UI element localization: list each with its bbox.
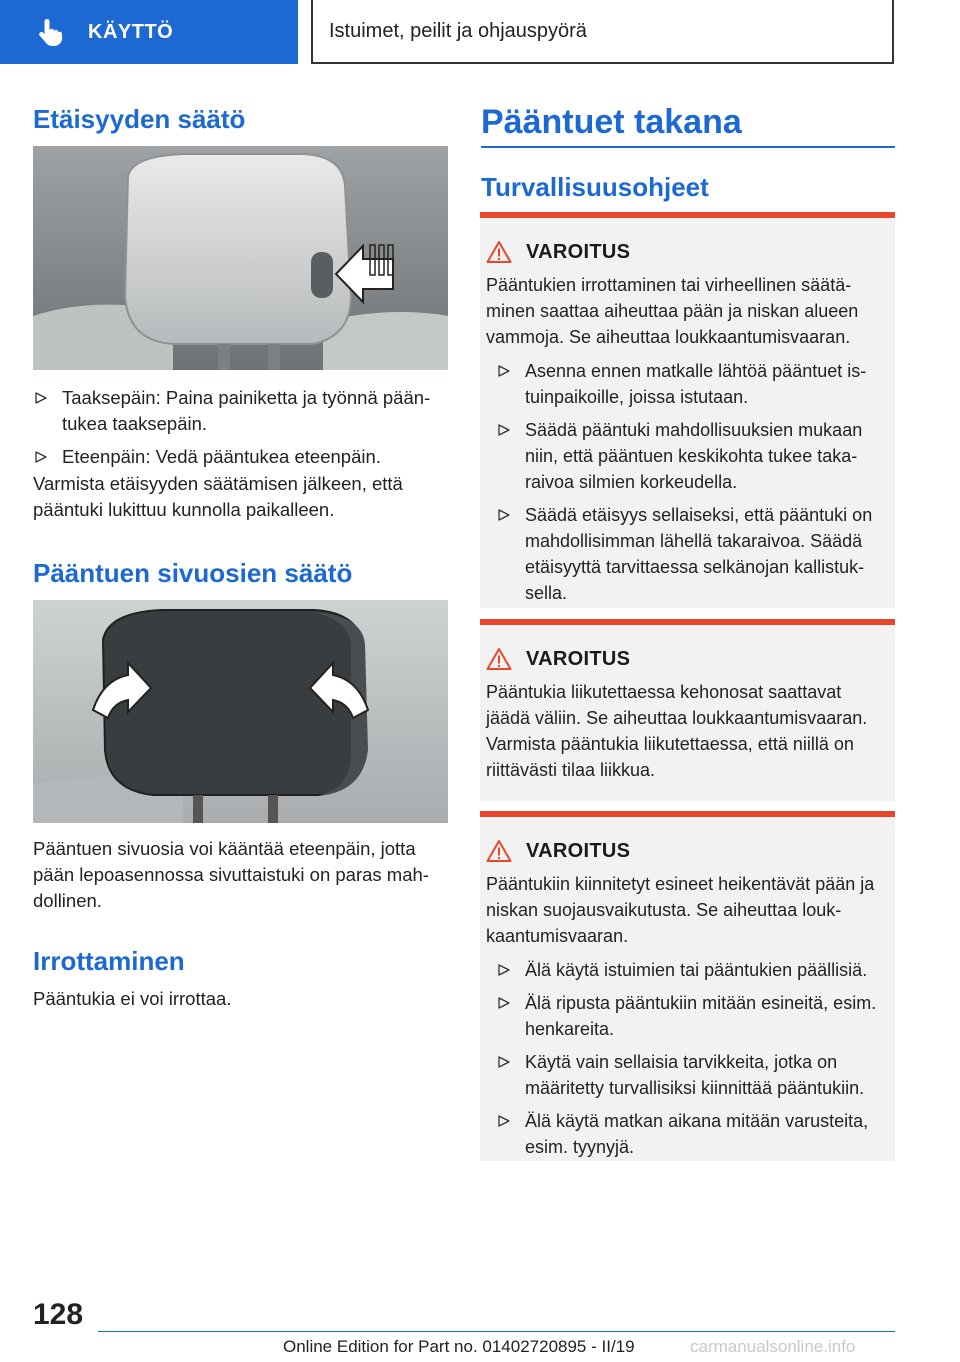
subtitle: Turvallisuusohjeet: [481, 172, 709, 202]
headrest-distance-image: [33, 146, 448, 370]
triangle-bullet-icon: [35, 451, 47, 463]
chapter-header: [311, 0, 894, 64]
chapter-title: Istuimet, peilit ja ohjauspyörä: [329, 19, 587, 42]
warning-text: Pääntukien irrottaminen tai virheellinen säätäminen saattaa aiheuttaa pään ja niskan alueen vammoja. Se aiheuttaa loukkaantumisvaaran.: [486, 275, 859, 347]
section-label: KÄYTTÖ: [88, 20, 174, 43]
list-item: Älä käytä matkan aikana mitään varusteita, esim. tyynyjä.: [496, 1108, 885, 1160]
footer-rule: [98, 1331, 895, 1332]
distance-note: Varmista etäisyyden säätämisen jälkeen, että pääntuki lukittuu kunnolla paikalleen.: [33, 473, 403, 520]
warning-bullets: [496, 358, 885, 606]
triangle-bullet-icon: [498, 1115, 510, 1127]
list-item: Taaksepäin: Paina painiketta ja työnnä pääntukea taaksepäin.: [33, 385, 448, 437]
footer-edition: Online Edition for Part no. 01402720895 - II/19: [283, 1337, 635, 1356]
list-item: Asenna ennen matkalle lähtöä pääntuet istuinpaikoille, joissa istutaan.: [496, 358, 885, 410]
main-title: Pääntuet takana: [481, 103, 742, 141]
warning-box-3: [480, 811, 895, 1161]
triangle-bullet-icon: [498, 365, 510, 377]
warning-bullets: [496, 957, 885, 1160]
warning-text: Pääntukiin kiinnitetyt esineet heikentävät pään ja niskan suojausvaikutusta. Se aiheuttaa loukkaantumisvaaran.: [486, 874, 875, 946]
list-item: Älä käytä istuimien tai pääntukien päällisiä.: [496, 957, 885, 983]
page-number: 128: [33, 1298, 84, 1331]
warning-triangle-icon: [486, 647, 512, 671]
triangle-bullet-icon: [498, 964, 510, 976]
warning-triangle-icon: [486, 240, 512, 264]
distance-bullets: [33, 385, 448, 477]
heading-sides: Pääntuen sivuosien säätö: [33, 558, 353, 588]
removal-text: Pääntukia ei voi irrottaa.: [33, 988, 232, 1009]
warning-box-2: [480, 619, 895, 801]
list-item: Käytä vain sellaisia tarvikkeita, jotka on määritetty turvallisiksi kiinnittää pääntukiin.: [496, 1049, 885, 1101]
warning-bar: [480, 619, 895, 625]
list-item: Eteenpäin: Vedä pääntukea eteenpäin.: [33, 444, 448, 470]
sides-text: Pääntuen sivuosia voi kääntää eteenpäin, jotta pään lepoasennossa sivuttaistuki on paras mahdollinen.: [33, 838, 429, 911]
warning-bar: [480, 811, 895, 817]
warning-box-1: [480, 212, 895, 608]
list-item: Säädä pääntuki mahdollisuuksien mukaan niin, että pääntuen keskikohta tukee takaraivoa silmien korkeudella.: [496, 417, 885, 495]
list-item: Älä ripusta pääntukiin mitään esineitä, esim. henkareita.: [496, 990, 885, 1042]
heading-removal: Irrottaminen: [33, 946, 185, 976]
triangle-bullet-icon: [498, 997, 510, 1009]
watermark: carmanualsonline.info: [690, 1337, 856, 1356]
section-tab[interactable]: [0, 0, 298, 64]
heading-distance: Etäisyyden säätö: [33, 104, 246, 134]
headrest-distance-illustration: [33, 146, 448, 370]
list-item: Säädä etäisyys sellaiseksi, että pääntuki on mahdollisimman lähellä takaraivoa. Säädä etäisyyttä tarvittaessa selkänojan kallistuksella.: [496, 502, 885, 606]
warning-label: VAROITUS: [526, 647, 631, 670]
triangle-bullet-icon: [498, 424, 510, 436]
triangle-bullet-icon: [498, 1056, 510, 1068]
headrest-sides-image: [33, 600, 448, 823]
hand-pointer-icon: [38, 17, 64, 47]
warning-bar: [480, 212, 895, 218]
warning-label: VAROITUS: [526, 839, 631, 862]
warning-label: VAROITUS: [526, 240, 631, 263]
warning-triangle-icon: [486, 839, 512, 863]
warning-text: Pääntukia liikutettaessa kehonosat saattavat jäädä väliin. Se aiheuttaa loukkaantumisvaaran. Varmista pääntukia liikutettaessa, että niillä on riittävästi tilaa liikkua.: [486, 682, 868, 780]
triangle-bullet-icon: [35, 392, 47, 404]
headrest-sides-illustration: [33, 600, 448, 823]
title-rule: [481, 146, 895, 148]
triangle-bullet-icon: [498, 509, 510, 521]
